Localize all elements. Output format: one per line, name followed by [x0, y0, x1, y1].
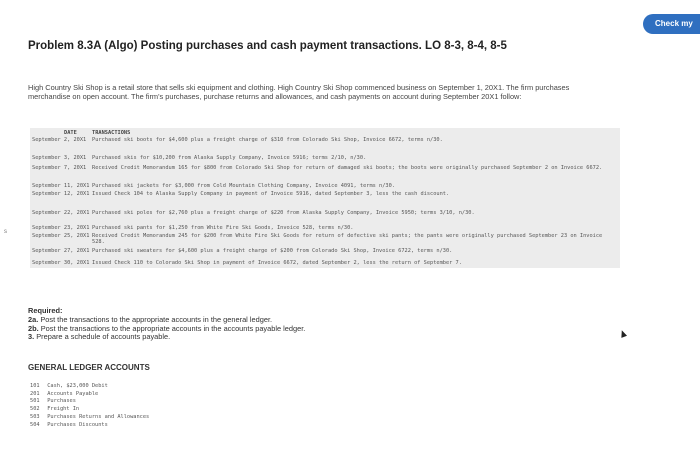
required-item	[28, 333, 305, 342]
required-item-label: 2a.	[28, 314, 39, 324]
transaction-date: September 3, 20X1	[32, 155, 87, 161]
transaction-text: Purchased ski sweaters for $4,600 plus a freight charge of $200 from Colorado Ski Shop, Invoice 6722, terms n/30.	[92, 248, 453, 254]
check-my-work-button[interactable]: Check my	[643, 14, 700, 34]
required-item-text: Post the transactions to the appropriate accounts in the general ledger.	[40, 314, 273, 324]
ledger-account-row	[30, 406, 230, 414]
transaction-text: Purchased skis for $10,200 from Alaska Supply Company, Invoice 5916; terms 2/10, n/30.	[92, 155, 367, 161]
account-number: 502	[30, 406, 40, 413]
ledger-account-row	[30, 414, 230, 422]
transaction-text: Purchased ski poles for $2,760 plus a freight charge of $220 from Alaska Supply Company, Invoice 5950; terms 3/10, n/30.	[92, 210, 475, 216]
transaction-date: September 27, 20X1	[32, 248, 90, 254]
account-number: 201	[30, 390, 40, 397]
transaction-date: September 2, 20X1	[32, 137, 87, 143]
account-name: Accounts Payable	[47, 390, 99, 397]
transaction-text: Purchased ski jackets for $3,000 from Cold Mountain Clothing Company, Invoice 4091, terms n/30.	[92, 183, 395, 189]
required-item-label: 3.	[28, 332, 35, 342]
account-name: Purchases Discounts	[47, 421, 108, 428]
account-name: Purchases Returns and Allowances	[47, 413, 150, 420]
transaction-text: Purchased ski boots for $4,600 plus a freight charge of $310 from Colorado Ski Shop, Invoice 6672, terms n/30.	[92, 137, 443, 143]
mouse-cursor-icon	[619, 329, 627, 338]
account-name: Purchases	[47, 398, 76, 405]
required-heading: Required:	[28, 306, 63, 315]
account-number: 503	[30, 413, 40, 420]
transaction-date: September 25, 20X1	[32, 233, 90, 239]
account-name: Freight In	[47, 406, 80, 413]
general-ledger-accounts-list	[30, 383, 230, 443]
side-marker: s	[4, 229, 7, 235]
problem-title: Problem 8.3A (Algo) Posting purchases and cash payment transactions. LO 8-3, 8-4, 8-5	[28, 40, 507, 52]
general-ledger-title: GENERAL LEDGER ACCOUNTS	[28, 363, 150, 372]
transaction-text: Received Credit Memorandum 245 for $200 from White Fire Ski Goods for return of defective ski pants; the pants were originally purchased September 23 on Invoice 528.	[92, 233, 603, 246]
transaction-date: September 23, 20X1	[32, 225, 90, 231]
ledger-account-row	[30, 391, 230, 399]
date-column-header: DATE	[64, 130, 77, 136]
required-item-text: Prepare a schedule of accounts payable.	[36, 332, 171, 342]
account-number: 501	[30, 398, 40, 405]
transactions-panel	[30, 128, 620, 268]
transaction-text: Issued Check 104 to Alaska Supply Company in payment of Invoice 5916, dated September 3, less the cash discount.	[92, 191, 450, 197]
transaction-date: September 30, 20X1	[32, 260, 90, 266]
ledger-account-row	[30, 422, 230, 430]
ledger-account-row	[30, 398, 230, 406]
transaction-text: Received Credit Memorandum 165 for $800 from Colorado Ski Shop for return of damaged ski boots; the boots were originally purchased September 2 on Invoice 6672.	[92, 165, 603, 171]
required-item-text: Post the transactions to the appropriate accounts in the accounts payable ledger.	[40, 323, 306, 333]
intro-paragraph: High Country Ski Shop is a retail store that sells ski equipment and clothing. High Country Ski Shop commenced business on September 1, 20X1. The firm purchases merchandise on open account. The firm's purchases, purchase returns and allowances, and cash payments on account during September 20X1 follow:	[28, 83, 570, 102]
transaction-text: Issued Check 110 to Colorado Ski Shop in payment of Invoice 6672, dated September 2, less the return of September 7.	[92, 260, 462, 266]
transaction-date: September 22, 20X1	[32, 210, 90, 216]
transaction-date: September 11, 20X1	[32, 183, 90, 189]
required-section	[28, 307, 305, 342]
transaction-text: Purchased ski pants for $1,250 from White Fire Ski Goods, Invoice 528, terms n/30.	[92, 225, 354, 231]
account-name: Cash, $23,000 Debit	[47, 383, 108, 389]
transactions-column-header: TRANSACTIONS	[92, 130, 131, 136]
transaction-date: September 12, 20X1	[32, 191, 90, 197]
transaction-date: September 7, 20X1	[32, 165, 87, 171]
account-number: 504	[30, 421, 40, 428]
account-number: 101	[30, 383, 40, 389]
ledger-account-row	[30, 383, 230, 391]
required-item-label: 2b.	[28, 323, 39, 333]
